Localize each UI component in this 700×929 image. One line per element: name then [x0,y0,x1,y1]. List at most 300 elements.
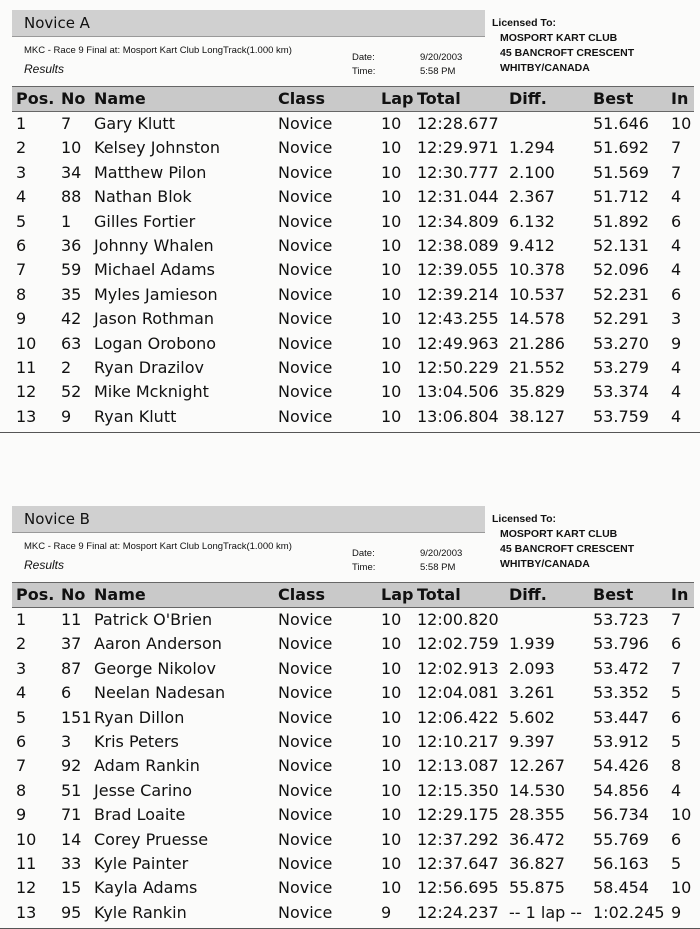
cell-lap: 10 [381,780,402,800]
cell-diff: 28.355 [509,805,565,825]
cell-name: Adam Rankin [94,756,200,776]
table-row [0,632,700,656]
cell-best: 51.569 [593,162,649,182]
cell-in: 7 [671,138,682,158]
cell-in: 10 [671,114,692,133]
time-label: Time: [352,66,376,77]
cell-diff: 10.378 [509,260,565,280]
cell-diff: 36.827 [509,854,565,873]
cell-class: Novice [278,878,333,898]
cell-diff: 21.552 [509,358,565,377]
table-row [0,706,700,730]
cell-pos: 1 [16,610,27,629]
cell-in: 8 [671,756,682,776]
cell-name: Brad Loaite [94,805,186,825]
cell-total: 12:50.229 [417,358,499,377]
cell-no: 9 [61,406,72,426]
cell-in: 6 [671,634,682,654]
cell-best: 53.759 [593,406,649,426]
table-row [0,405,700,429]
cell-total: 12:56.695 [417,878,499,898]
cell-no: 7 [61,114,72,133]
cell-lap: 10 [381,284,402,304]
cell-lap: 10 [381,138,402,158]
cell-best: 51.646 [593,114,649,133]
cell-name: Mike Mcknight [94,382,209,402]
cell-total: 12:29.971 [417,138,499,158]
cell-no: 11 [61,610,82,629]
cell-lap: 10 [381,114,402,133]
cell-in: 6 [671,211,682,231]
cell-class: Novice [278,187,333,207]
cell-no: 1 [61,211,72,231]
section-divider [0,432,700,433]
cell-total: 12:02.759 [417,634,499,654]
cell-pos: 12 [16,382,37,402]
cell-total: 12:29.175 [417,805,499,825]
cell-name: Michael Adams [94,260,215,280]
section-title: Novice A [24,14,90,32]
cell-pos: 2 [16,634,27,654]
cell-no: 36 [61,236,82,255]
cell-class: Novice [278,683,333,703]
cell-pos: 5 [16,707,27,727]
cell-class: Novice [278,284,333,304]
cell-best: 56.734 [593,805,649,825]
cell-in: 6 [671,829,682,849]
time-value: 5:58 PM [420,562,456,573]
cell-in: 10 [671,805,692,825]
cell-in: 4 [671,358,682,377]
cell-best: 58.454 [593,878,649,898]
cell-lap: 10 [381,309,402,329]
cell-pos: 4 [16,683,27,703]
club-city: WHITBY/CANADA [500,62,590,74]
table-row [0,608,700,632]
cell-lap: 10 [381,707,402,727]
cell-in: 9 [671,333,682,353]
race-description: MKC - Race 9 Final at: Mosport Kart Club LongTrack(1.000 km) [24,541,292,552]
table-row [0,307,700,331]
cell-no: 10 [61,138,82,158]
cell-name: Logan Orobono [94,333,217,353]
cell-total: 12:10.217 [417,732,499,751]
column-header-best: Best [593,585,634,604]
cell-no: 14 [61,829,82,849]
column-header-no: No [61,585,86,604]
cell-best: 53.723 [593,610,649,629]
cell-pos: 4 [16,187,27,207]
cell-best: 54.856 [593,780,649,800]
results-label: Results [24,62,65,76]
cell-lap: 10 [381,634,402,654]
club-name: MOSPORT KART CLUB [500,528,618,540]
cell-no: 2 [61,358,72,377]
cell-diff: 10.537 [509,284,565,304]
cell-pos: 9 [16,805,27,825]
column-header-class: Class [278,89,326,108]
cell-class: Novice [278,138,333,158]
cell-class: Novice [278,162,333,182]
cell-name: Kelsey Johnston [94,138,221,158]
cell-best: 56.163 [593,854,649,873]
cell-class: Novice [278,610,333,629]
cell-no: 52 [61,382,82,402]
cell-total: 12:38.089 [417,236,499,255]
cell-total: 12:15.350 [417,780,499,800]
cell-no: 151 [61,707,92,727]
cell-class: Novice [278,634,333,654]
cell-name: Corey Pruesse [94,829,209,849]
cell-pos: 2 [16,138,27,158]
cell-diff: 55.875 [509,878,565,898]
cell-class: Novice [278,260,333,280]
cell-total: 12:39.214 [417,284,499,304]
cell-in: 7 [671,162,682,182]
cell-no: 15 [61,878,82,898]
cell-class: Novice [278,114,333,133]
cell-best: 55.769 [593,829,649,849]
cell-no: 35 [61,284,82,304]
table-header [12,86,694,112]
table-row [0,901,700,925]
club-name: MOSPORT KART CLUB [500,32,618,44]
cell-in: 4 [671,382,682,402]
cell-name: Neelan Nadesan [94,683,226,703]
section-title-bar [12,506,485,533]
cell-name: Gary Klutt [94,114,175,133]
cell-diff: 2.100 [509,162,555,182]
cell-class: Novice [278,358,333,377]
cell-best: 54.426 [593,756,649,776]
cell-pos: 7 [16,260,27,280]
licensed-to-label: Licensed To: [492,17,556,29]
cell-diff: 5.602 [509,707,555,727]
cell-best: 53.374 [593,382,649,402]
cell-total: 12:00.820 [417,610,499,629]
cell-pos: 7 [16,756,27,776]
cell-diff: 38.127 [509,406,565,426]
section-title: Novice B [24,510,90,528]
cell-in: 3 [671,309,682,329]
column-header-in: In [671,89,689,108]
cell-in: 9 [671,902,682,922]
cell-lap: 9 [381,902,392,922]
cell-pos: 3 [16,658,27,678]
cell-class: Novice [278,829,333,849]
cell-name: Jesse Carino [94,780,193,800]
cell-diff: 21.286 [509,333,565,353]
column-header-name: Name [94,585,146,604]
cell-name: Kris Peters [94,732,179,751]
cell-class: Novice [278,854,333,873]
cell-lap: 10 [381,683,402,703]
date-label: Date: [352,548,375,559]
column-header-diff: Diff. [509,89,547,108]
cell-best: 51.712 [593,187,649,207]
table-row [0,258,700,282]
cell-best: 53.279 [593,358,649,377]
table-row [0,234,700,258]
section-title-bar [12,10,485,37]
cell-lap: 10 [381,829,402,849]
cell-lap: 10 [381,756,402,776]
date-value: 9/20/2003 [420,52,463,63]
cell-no: 51 [61,780,82,800]
cell-best: 53.796 [593,634,649,654]
cell-total: 12:39.055 [417,260,499,280]
cell-name: Patrick O'Brien [94,610,213,629]
cell-no: 87 [61,658,82,678]
cell-no: 71 [61,805,82,825]
club-address: 45 BANCROFT CRESCENT [500,47,635,59]
table-row [0,803,700,827]
table-row [0,112,700,136]
cell-in: 5 [671,732,682,751]
cell-class: Novice [278,756,333,776]
table-header [12,582,694,608]
cell-name: Ryan Dillon [94,707,185,727]
cell-class: Novice [278,382,333,402]
table-row [0,283,700,307]
cell-pos: 1 [16,114,27,133]
table-row [0,185,700,209]
cell-lap: 10 [381,236,402,255]
cell-total: 12:30.777 [417,162,499,182]
race-description: MKC - Race 9 Final at: Mosport Kart Club LongTrack(1.000 km) [24,45,292,56]
cell-total: 12:06.422 [417,707,499,727]
cell-in: 4 [671,236,682,255]
results-label: Results [24,558,65,572]
cell-pos: 6 [16,236,27,255]
cell-class: Novice [278,333,333,353]
cell-in: 4 [671,260,682,280]
cell-in: 5 [671,683,682,703]
club-city: WHITBY/CANADA [500,558,590,570]
cell-diff: 12.267 [509,756,565,776]
column-header-pos: Pos. [16,585,55,604]
cell-diff: 9.412 [509,236,555,255]
cell-no: 34 [61,162,82,182]
cell-total: 13:06.804 [417,406,499,426]
cell-total: 12:49.963 [417,333,499,353]
table-row [0,779,700,803]
cell-total: 12:37.292 [417,829,499,849]
column-header-no: No [61,89,86,108]
cell-name: Gilles Fortier [94,211,196,231]
cell-pos: 9 [16,309,27,329]
table-row [0,754,700,778]
cell-pos: 13 [16,406,37,426]
column-header-lap: Lap [381,89,414,108]
cell-total: 12:28.677 [417,114,499,133]
cell-class: Novice [278,780,333,800]
cell-in: 7 [671,610,682,629]
cell-class: Novice [278,236,333,255]
table-row [0,161,700,185]
cell-best: 53.472 [593,658,649,678]
table-row [0,876,700,900]
cell-lap: 10 [381,187,402,207]
cell-diff: 2.367 [509,187,555,207]
table-row [0,332,700,356]
column-header-class: Class [278,585,326,604]
cell-class: Novice [278,406,333,426]
cell-total: 12:13.087 [417,756,499,776]
cell-in: 6 [671,284,682,304]
cell-pos: 10 [16,333,37,353]
date-value: 9/20/2003 [420,548,463,559]
cell-pos: 8 [16,284,27,304]
cell-lap: 10 [381,162,402,182]
cell-pos: 11 [16,854,37,873]
cell-diff: 9.397 [509,732,555,751]
cell-total: 12:02.913 [417,658,499,678]
cell-pos: 3 [16,162,27,182]
time-label: Time: [352,562,376,573]
cell-name: Myles Jamieson [94,284,218,304]
cell-diff: 6.132 [509,211,555,231]
cell-lap: 10 [381,333,402,353]
cell-diff: 3.261 [509,683,555,703]
cell-name: Aaron Anderson [94,634,222,654]
cell-no: 88 [61,187,82,207]
cell-lap: 10 [381,732,402,751]
table-row [0,657,700,681]
cell-no: 3 [61,732,72,751]
date-label: Date: [352,52,375,63]
table-row [0,356,700,380]
column-header-in: In [671,585,689,604]
cell-total: 12:31.044 [417,187,499,207]
cell-no: 92 [61,756,82,776]
cell-lap: 10 [381,211,402,231]
cell-no: 95 [61,902,82,922]
cell-name: Johnny Whalen [94,236,214,255]
cell-lap: 10 [381,382,402,402]
cell-diff: 14.530 [509,780,565,800]
column-header-total: Total [417,89,461,108]
cell-name: Kyle Painter [94,854,189,873]
club-address: 45 BANCROFT CRESCENT [500,543,635,555]
cell-best: 53.352 [593,683,649,703]
cell-best: 52.096 [593,260,649,280]
table-row [0,210,700,234]
cell-class: Novice [278,902,333,922]
cell-pos: 13 [16,902,37,922]
cell-no: 63 [61,333,82,353]
cell-name: Matthew Pilon [94,162,207,182]
cell-no: 6 [61,683,72,703]
cell-name: Jason Rothman [94,309,215,329]
cell-total: 12:24.237 [417,902,499,922]
cell-diff: 2.093 [509,658,555,678]
cell-no: 37 [61,634,82,654]
cell-best: 52.231 [593,284,649,304]
cell-lap: 10 [381,658,402,678]
cell-total: 12:34.809 [417,211,499,231]
cell-diff: 1.294 [509,138,555,158]
cell-class: Novice [278,732,333,751]
column-header-lap: Lap [381,585,414,604]
cell-diff: 36.472 [509,829,565,849]
cell-class: Novice [278,309,333,329]
cell-no: 59 [61,260,82,280]
cell-in: 6 [671,707,682,727]
column-header-total: Total [417,585,461,604]
cell-best: 52.131 [593,236,649,255]
cell-in: 4 [671,780,682,800]
table-row [0,136,700,160]
cell-pos: 6 [16,732,27,751]
table-row [0,730,700,754]
table-row [0,681,700,705]
cell-class: Novice [278,707,333,727]
cell-best: 53.270 [593,333,649,353]
cell-lap: 10 [381,260,402,280]
column-header-best: Best [593,89,634,108]
cell-lap: 10 [381,610,402,629]
table-row [0,828,700,852]
cell-lap: 10 [381,406,402,426]
cell-pos: 10 [16,829,37,849]
cell-pos: 11 [16,358,37,377]
cell-best: 53.447 [593,707,649,727]
licensed-to-label: Licensed To: [492,513,556,525]
cell-name: Nathan Blok [94,187,192,207]
cell-diff: -- 1 lap -- [509,902,582,922]
cell-name: Kyle Rankin [94,902,187,922]
cell-diff: 35.829 [509,382,565,402]
cell-total: 12:04.081 [417,683,499,703]
cell-total: 12:43.255 [417,309,499,329]
cell-pos: 12 [16,878,37,898]
cell-in: 10 [671,878,692,898]
cell-total: 13:04.506 [417,382,499,402]
cell-name: Ryan Drazilov [94,358,204,377]
cell-name: George Nikolov [94,658,217,678]
cell-pos: 8 [16,780,27,800]
cell-lap: 10 [381,358,402,377]
cell-best: 1:02.245 [593,902,665,922]
cell-class: Novice [278,211,333,231]
cell-class: Novice [278,658,333,678]
cell-pos: 5 [16,211,27,231]
cell-lap: 10 [381,878,402,898]
cell-best: 52.291 [593,309,649,329]
cell-no: 33 [61,854,82,873]
cell-lap: 10 [381,854,402,873]
cell-in: 7 [671,658,682,678]
cell-best: 51.892 [593,211,649,231]
table-row [0,852,700,876]
cell-diff: 1.939 [509,634,555,654]
cell-class: Novice [278,805,333,825]
cell-in: 4 [671,406,682,426]
cell-name: Ryan Klutt [94,406,177,426]
cell-name: Kayla Adams [94,878,198,898]
cell-in: 4 [671,187,682,207]
cell-total: 12:37.647 [417,854,499,873]
table-row [0,380,700,404]
column-header-diff: Diff. [509,585,547,604]
cell-diff: 14.578 [509,309,565,329]
cell-no: 42 [61,309,82,329]
column-header-pos: Pos. [16,89,55,108]
cell-best: 53.912 [593,732,649,751]
column-header-name: Name [94,89,146,108]
cell-lap: 10 [381,805,402,825]
